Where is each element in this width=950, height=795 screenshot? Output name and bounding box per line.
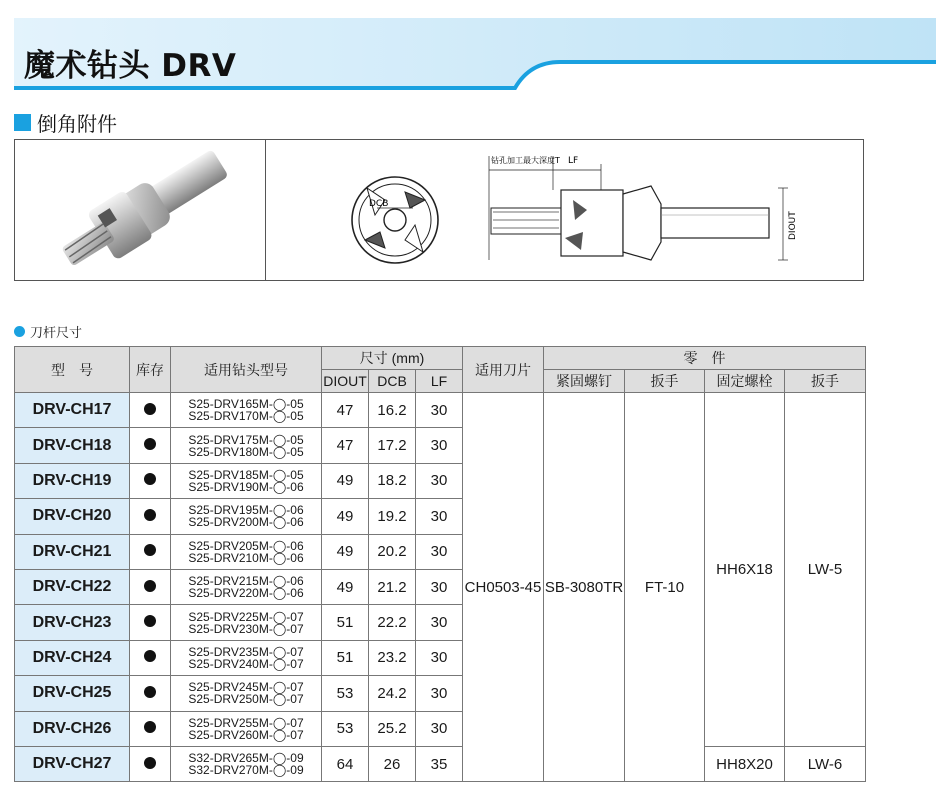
subsection-heading xyxy=(14,322,82,341)
drill-model-1: S25-DRV255M-◯-07 xyxy=(188,715,304,730)
in-stock-icon xyxy=(144,580,156,592)
drill-model-2: S25-DRV250M-◯-07 xyxy=(188,692,304,707)
drill-cell xyxy=(171,393,322,428)
model-cell: DRV-CH25 xyxy=(15,676,130,711)
drill-model-1: S25-DRV165M-◯-05 xyxy=(188,397,304,412)
drill-model-1: S32-DRV265M-◯-09 xyxy=(188,751,304,766)
header-bolt: 固定螺栓 xyxy=(705,370,785,393)
section-heading xyxy=(14,108,117,137)
circle-bullet-icon xyxy=(14,326,25,337)
wrench2-cell: LW-5 xyxy=(785,393,866,747)
bolt-cell: HH8X20 xyxy=(705,746,785,781)
subsection-title: 刀杆尺寸 xyxy=(30,326,83,341)
bolt-cell: HH6X18 xyxy=(705,393,785,747)
stock-cell xyxy=(130,569,171,604)
drill-model-2: S32-DRV270M-◯-09 xyxy=(188,763,304,778)
stock-cell xyxy=(130,534,171,569)
table-row xyxy=(15,746,866,781)
diout-label: DIOUT xyxy=(788,211,798,240)
header-diout: DIOUT xyxy=(322,370,369,393)
lf-cell: 30 xyxy=(416,676,463,711)
header-wrench2: 扳手 xyxy=(785,370,866,393)
diout-cell: 53 xyxy=(322,711,369,746)
header-insert: 适用刀片 xyxy=(463,347,544,393)
diout-cell: 49 xyxy=(322,569,369,604)
in-stock-icon xyxy=(144,686,156,698)
lf-cell: 30 xyxy=(416,499,463,534)
lf-cell: 30 xyxy=(416,605,463,640)
side-view-drawing xyxy=(483,150,813,278)
stock-cell xyxy=(130,746,171,781)
dcb-cell: 24.2 xyxy=(369,676,416,711)
lf-cell: 30 xyxy=(416,711,463,746)
lf-cell: 30 xyxy=(416,569,463,604)
holder-dimension-table xyxy=(14,346,866,782)
model-cell: DRV-CH23 xyxy=(15,605,130,640)
section-title: 倒角附件 xyxy=(37,112,117,136)
drill-model-1: S25-DRV225M-◯-07 xyxy=(188,609,304,624)
diout-cell: 47 xyxy=(322,428,369,463)
drill-model-2: S25-DRV240M-◯-07 xyxy=(188,656,304,671)
header-lf: LF xyxy=(416,370,463,393)
drill-model-2: S25-DRV170M-◯-05 xyxy=(188,409,304,424)
drill-model-1: S25-DRV205M-◯-06 xyxy=(188,538,304,553)
lf-label: LF xyxy=(568,156,579,166)
diout-cell: 49 xyxy=(322,534,369,569)
stock-cell xyxy=(130,640,171,675)
lf-cell: 30 xyxy=(416,640,463,675)
in-stock-icon xyxy=(144,509,156,521)
diout-cell: 51 xyxy=(322,605,369,640)
drill-model-2: S25-DRV210M-◯-06 xyxy=(188,550,304,565)
diout-cell: 51 xyxy=(322,640,369,675)
stock-cell xyxy=(130,393,171,428)
dcb-cell: 22.2 xyxy=(369,605,416,640)
dcb-cell: 23.2 xyxy=(369,640,416,675)
dcb-cell: 17.2 xyxy=(369,428,416,463)
drill-model-2: S25-DRV200M-◯-06 xyxy=(188,515,304,530)
diout-cell: 49 xyxy=(322,499,369,534)
max-depth-label: 钻孔加工最大深度T xyxy=(491,156,560,165)
stock-cell xyxy=(130,499,171,534)
drill-model-1: S25-DRV215M-◯-06 xyxy=(188,574,304,589)
dcb-cell: 21.2 xyxy=(369,569,416,604)
drill-model-2: S25-DRV180M-◯-05 xyxy=(188,444,304,459)
diout-cell: 47 xyxy=(322,393,369,428)
insert-cell: CH0503-45 xyxy=(463,393,544,782)
end-view-drawing xyxy=(345,170,445,270)
model-cell: DRV-CH20 xyxy=(15,499,130,534)
in-stock-icon xyxy=(144,757,156,769)
header-parts: 零 件 xyxy=(544,347,866,370)
model-cell: DRV-CH22 xyxy=(15,569,130,604)
lf-cell: 35 xyxy=(416,746,463,781)
in-stock-icon xyxy=(144,615,156,627)
drill-cell xyxy=(171,569,322,604)
dcb-cell: 19.2 xyxy=(369,499,416,534)
drill-cell xyxy=(171,676,322,711)
dcb-cell: 25.2 xyxy=(369,711,416,746)
product-photo xyxy=(25,142,257,278)
diout-cell: 49 xyxy=(322,463,369,498)
drill-model-1: S25-DRV245M-◯-07 xyxy=(188,680,304,695)
in-stock-icon xyxy=(144,438,156,450)
model-cell: DRV-CH26 xyxy=(15,711,130,746)
lf-cell: 30 xyxy=(416,463,463,498)
model-cell: DRV-CH27 xyxy=(15,746,130,781)
drill-model-2: S25-DRV230M-◯-07 xyxy=(188,621,304,636)
drill-cell xyxy=(171,711,322,746)
figure-box xyxy=(14,139,864,281)
header-model: 型 号 xyxy=(15,347,130,393)
diout-cell: 53 xyxy=(322,676,369,711)
model-cell: DRV-CH19 xyxy=(15,463,130,498)
header-dims: 尺寸 (mm) xyxy=(322,347,463,370)
model-cell: DRV-CH18 xyxy=(15,428,130,463)
header-drill: 适用钻头型号 xyxy=(171,347,322,393)
in-stock-icon xyxy=(144,403,156,415)
drill-cell xyxy=(171,746,322,781)
lf-cell: 30 xyxy=(416,534,463,569)
dcb-cell: 20.2 xyxy=(369,534,416,569)
diout-cell: 64 xyxy=(322,746,369,781)
header-screw: 紧固螺钉 xyxy=(544,370,625,393)
drill-cell xyxy=(171,428,322,463)
dcb-cell: 16.2 xyxy=(369,393,416,428)
screw-cell: SB-3080TR xyxy=(544,393,625,782)
dcb-cell: 26 xyxy=(369,746,416,781)
lf-cell: 30 xyxy=(416,428,463,463)
header-wrench1: 扳手 xyxy=(625,370,705,393)
drill-model-2: S25-DRV190M-◯-06 xyxy=(188,479,304,494)
wrench1-cell: FT-10 xyxy=(625,393,705,782)
dcb-label: DCB xyxy=(369,199,389,209)
in-stock-icon xyxy=(144,721,156,733)
stock-cell xyxy=(130,605,171,640)
drill-model-1: S25-DRV195M-◯-06 xyxy=(188,503,304,518)
table-row xyxy=(15,393,866,428)
header-stock: 库存 xyxy=(130,347,171,393)
drill-model-1: S25-DRV175M-◯-05 xyxy=(188,432,304,447)
square-bullet-icon xyxy=(14,114,31,131)
model-cell: DRV-CH24 xyxy=(15,640,130,675)
in-stock-icon xyxy=(144,544,156,556)
drill-cell xyxy=(171,463,322,498)
drill-model-2: S25-DRV260M-◯-07 xyxy=(188,727,304,742)
in-stock-icon xyxy=(144,650,156,662)
wrench2-cell: LW-6 xyxy=(785,746,866,781)
drill-cell xyxy=(171,605,322,640)
dcb-cell: 18.2 xyxy=(369,463,416,498)
stock-cell xyxy=(130,463,171,498)
drill-cell xyxy=(171,640,322,675)
header-dcb: DCB xyxy=(369,370,416,393)
stock-cell xyxy=(130,711,171,746)
lf-cell: 30 xyxy=(416,393,463,428)
stock-cell xyxy=(130,676,171,711)
drill-model-1: S25-DRV235M-◯-07 xyxy=(188,644,304,659)
drill-model-1: S25-DRV185M-◯-05 xyxy=(188,467,304,482)
drill-model-2: S25-DRV220M-◯-06 xyxy=(188,586,304,601)
page-title: 魔术钻头 DRV xyxy=(24,48,237,84)
drill-cell xyxy=(171,499,322,534)
model-cell: DRV-CH21 xyxy=(15,534,130,569)
model-cell: DRV-CH17 xyxy=(15,393,130,428)
in-stock-icon xyxy=(144,473,156,485)
stock-cell xyxy=(130,428,171,463)
drill-cell xyxy=(171,534,322,569)
